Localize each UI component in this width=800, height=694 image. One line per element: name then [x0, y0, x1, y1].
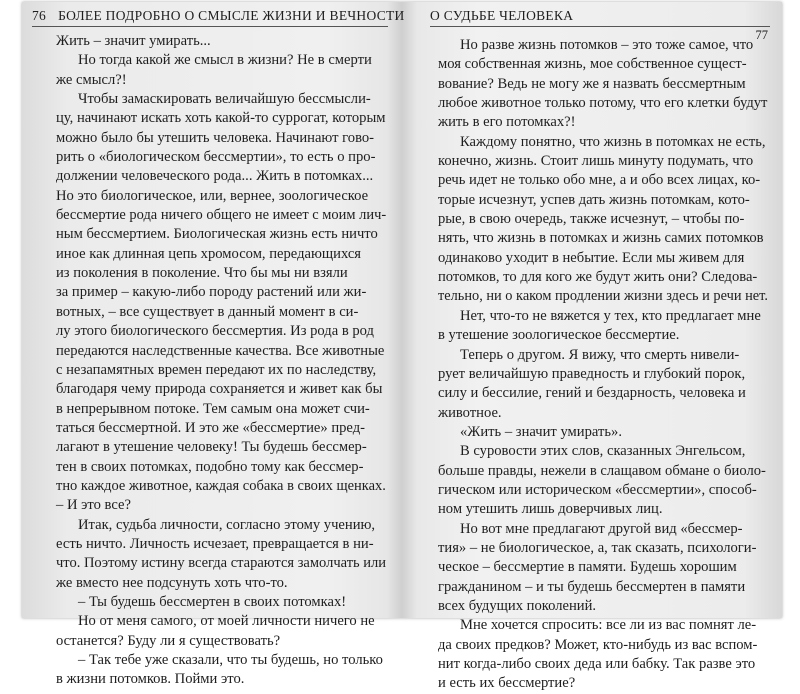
text-line: останется? Буду ли я существовать?: [56, 632, 281, 649]
text-line: иное как длинная цепь хромосом, передающихся: [56, 245, 362, 262]
text-line: животное.: [438, 404, 502, 421]
text-line: – Так тебе уже сказали, что ты будешь, но только: [78, 652, 383, 668]
text-line: Но это биологическое, или, вернее, зоологическое: [56, 187, 369, 204]
text-line: с незапамятных времен передают их по наследству,: [56, 361, 377, 378]
text-line: Чтобы замаскировать величайшую бессмысли-: [78, 91, 371, 108]
text-line: же вместо нее подсунуть хоть что-то.: [56, 574, 288, 591]
text-line: в утешение зоологическое бессмертие.: [438, 327, 680, 344]
text-line: Но вот мне предлагают другой вид «бессмер-: [460, 520, 743, 537]
text-line: Теперь о другом. Я вижу, что смерть нивели-: [460, 346, 740, 363]
text-line: тно каждое животное, каждая собака в своих щенках.: [56, 477, 386, 494]
text-line: да своих предков? Может, кто-нибудь из вас вспом-: [438, 636, 758, 653]
text-line: Итак, судьба личности, согласно этому учению,: [78, 516, 376, 533]
text-line: речь идет не только обо мне, а и обо всех лицах, ко-: [438, 172, 761, 189]
text-line: тия» – не биологическое, а, так сказать, психологи-: [438, 539, 757, 556]
text-line: что. Поэтому истину всегда стараются замолчать или: [56, 555, 387, 572]
text-line: Каждому понятно, что жизнь в потомках не есть,: [460, 133, 766, 150]
text-line: тельно, ни о каком продлении жизни здесь и речи нет.: [438, 288, 768, 305]
text-line: должении человеческого рода... Жить в потомках...: [56, 168, 374, 185]
right-page-number: 77: [755, 28, 768, 42]
text-line: и есть их бессмертие?: [438, 675, 576, 692]
text-line: гическом или историческом «бессмертии», способ-: [438, 481, 757, 498]
text-line: за пример – какую-либо породу растений или жи-: [56, 284, 367, 301]
text-line: Но тогда какой же смысл в жизни? Не в смерти: [78, 52, 372, 69]
text-line: из поколения в поколение. Что бы мы ни взяли: [56, 265, 348, 282]
text-line: больше правды, нежели в слащавом обмане о биоло-: [438, 462, 766, 479]
text-line: ческое – бессмертие в памяти. Будешь хорошим: [438, 559, 737, 576]
left-header-rule: [32, 26, 388, 27]
text-line: Жить – значит умирать...: [56, 33, 211, 49]
text-line: передаются наследственные качества. Все животные: [56, 342, 385, 359]
text-line: таться бессмертной. И это же «бессмертие» пред-: [56, 419, 365, 436]
left-page-body: [56, 32, 386, 690]
text-line: рые, в свою очередь, также исчезнут, – чтобы по-: [438, 211, 745, 228]
left-running-header: [32, 8, 405, 24]
text-line: любое животное только потому, что его клетки будут: [438, 95, 768, 112]
text-line: ным бессмертием. Биологическая жизнь есть ничто: [56, 226, 378, 243]
text-line: бессмертие рода ничего общего не имеет с моим лич-: [56, 207, 387, 224]
left-page: [22, 2, 405, 688]
text-line: всех будущих поколений.: [438, 597, 597, 614]
text-line: цу, начинают искать хоть какой-то суррогат, которым: [56, 110, 386, 127]
left-running-head-title: БОЛЕЕ ПОДРОБНО О СМЫСЛЕ ЖИЗНИ И ВЕЧНОСТИ: [58, 8, 405, 23]
text-line: в жизни потомков. Пойми это.: [56, 671, 245, 688]
text-line: одинаково уходит в небытие. Если мы живем для: [438, 249, 745, 266]
text-line: ном утешить лишь доверчивых лиц.: [438, 501, 663, 518]
text-line: в непрерывном потоке. Тем самым она может счи-: [56, 400, 370, 417]
text-line: лу этого биологического бессмертия. Из рода в род: [56, 323, 374, 340]
text-line: тен в своих потомках, подобно тому как бессмер-: [56, 458, 364, 475]
text-line: силу и бессилие, гений и бездарность, человека и: [438, 385, 746, 402]
right-page: [410, 2, 780, 692]
text-line: лагают в утешение человеку! Ты будешь бессмер-: [56, 439, 367, 456]
text-line: Мне хочется спросить: все ли из вас помнят ле-: [460, 617, 757, 634]
text-line: рить о «биологическом бессмертии», то есть о про-: [56, 149, 376, 166]
right-header-rule: [430, 26, 770, 27]
text-line: нять, что жизнь в потомках и жизнь самих потомков: [438, 230, 764, 247]
text-line: вование? Ведь не могу же я назвать бессмертным: [438, 75, 746, 92]
text-line: жить в его потомках?!: [438, 114, 576, 131]
right-running-head-title: О СУДЬБЕ ЧЕЛОВЕКА: [430, 8, 574, 23]
text-line: В суровости этих слов, сказанных Энгельсом,: [460, 443, 746, 460]
text-line: моя собственная жизнь, мое собственное сущест-: [438, 56, 747, 73]
text-line: есть ничто. Личность исчезает, превращается в ни-: [56, 535, 374, 552]
text-line: Но разве жизнь потомков – это тоже самое, что: [460, 37, 754, 53]
text-line: Но от меня самого, от моей личности ничего не: [78, 613, 375, 630]
text-line: нит когда-либо своих деда или бабку. Так разве это: [438, 656, 756, 672]
text-line: рует величайшую праведность и глубокий порок,: [438, 365, 746, 382]
text-line: – Ты будешь бессмертен в своих потомках!: [78, 593, 347, 610]
left-page-number: 76: [32, 8, 47, 23]
text-line: – И это все?: [56, 497, 131, 514]
right-page-body: [438, 36, 768, 694]
text-line: потомков, то для кого же будут жить они? Следова-: [438, 269, 758, 286]
right-running-header: [430, 8, 573, 24]
text-line: конечно, жизнь. Стоит лишь минуту подумать, что: [438, 153, 754, 170]
text-line: благодаря чему природа сохраняется и живет как бы: [56, 381, 383, 398]
book-spread: [22, 2, 782, 692]
text-line: можно было бы утешить человека. Начинают гово-: [56, 129, 375, 146]
text-line: «Жить – значит умирать».: [460, 423, 622, 440]
text-line: торые исчезнут, успев дать жизнь потомкам, кото-: [438, 191, 750, 208]
text-line: гражданином – и ты будешь бессмертен в памяти: [438, 578, 746, 595]
text-line: Нет, что-то не вяжется у тех, кто предлагает мне: [460, 307, 761, 324]
text-line: вотных, – все существует в данный момент в си-: [56, 303, 359, 320]
text-line: же смысл?!: [56, 71, 127, 88]
